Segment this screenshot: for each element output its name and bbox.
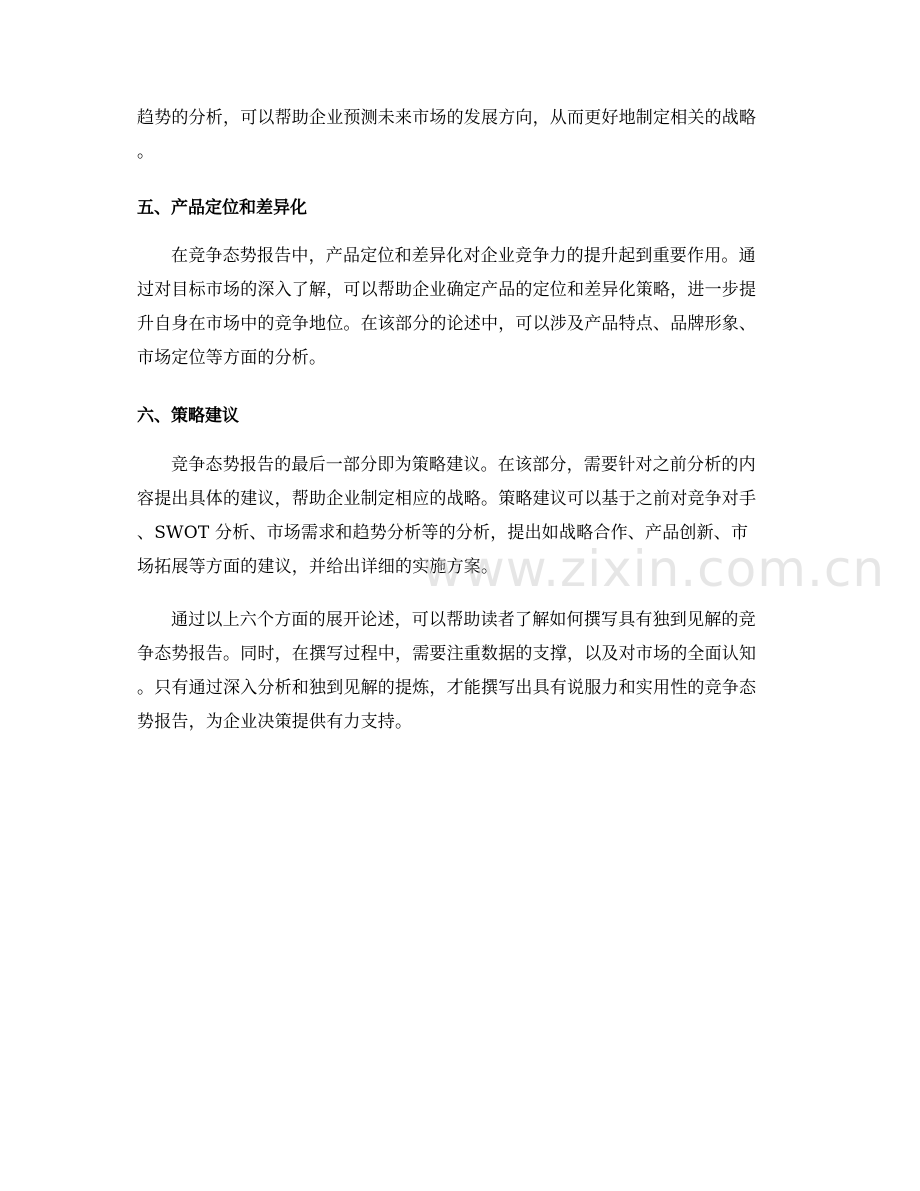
section-6-line-4: 场拓展等方面的建议，并给出详细的实施方案。 [137,557,499,577]
conclusion-line-4: 势报告，为企业决策提供有力支持。 [137,712,413,732]
section-6-line-1: 竞争态势报告的最后一部分即为策略建议。在该部分，需要针对之前分析的内 [171,455,756,475]
section-5-line-4: 市场定位等方面的分析。 [137,348,327,368]
section-6-heading: 六、策略建议 [137,406,239,426]
section-5-line-2: 过对目标市场的深入了解，可以帮助企业确定产品的定位和差异化策略，进一步提 [137,280,757,300]
section-6-paragraph [137,448,785,584]
conclusion-line-1: 通过以上六个方面的展开论述，可以帮助读者了解如何撰写具有独到见解的竞 [171,610,756,630]
section-6-line-2: 容提出具体的建议，帮助企业制定相应的战略。策略建议可以基于之前对竞争对手 [137,489,757,509]
conclusion-paragraph [137,603,785,739]
section-5-line-3: 升自身在市场中的竞争地位。在该部分的论述中，可以涉及产品特点、品牌形象、 [137,314,757,334]
intro-line-1: 趋势的分析，可以帮助企业预测未来市场的发展方向，从而更好地制定相关的战略 [137,108,757,128]
conclusion-line-2: 争态势报告。同时，在撰写过程中，需要注重数据的支撑，以及对市场的全面认知 [137,644,757,664]
section-5-heading: 五、产品定位和差异化 [137,198,307,218]
intro-paragraph [137,101,785,169]
section-5-line-1: 在竞争态势报告中，产品定位和差异化对企业竞争力的提升起到重要作用。通 [171,246,756,266]
section-6-line-3: 、SWOT 分析、市场需求和趋势分析等的分析，提出如战略合作、产品创新、市 [137,523,749,543]
watermark: www.zixin.com.cn [422,540,886,598]
conclusion-line-3: 。只有通过深入分析和独到见解的提炼，才能撰写出具有说服力和实用性的竞争态 [137,678,757,698]
intro-line-2: 。 [137,142,155,162]
section-5-paragraph [137,239,785,375]
